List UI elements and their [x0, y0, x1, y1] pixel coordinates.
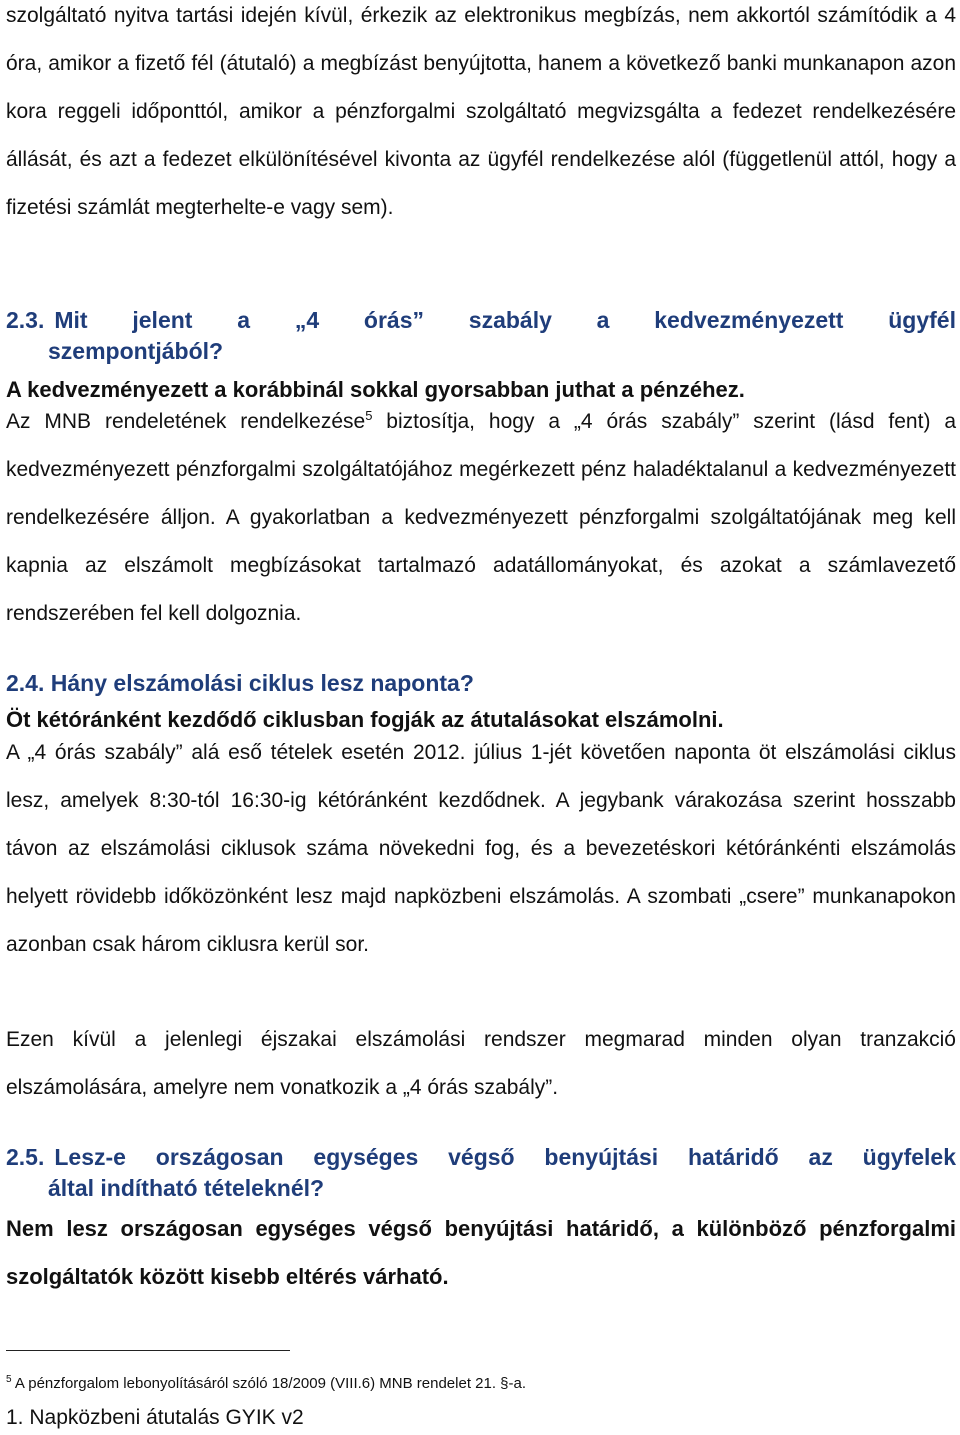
section-2-5-title-line1: Lesz-e országosan egységes végső benyújtási határidő az ügyfelek [54, 1144, 956, 1170]
section-2-5-title-line2: által indítható tételeknél? [48, 1175, 325, 1201]
section-2-5-number: 2.5. [6, 1144, 45, 1170]
section-2-3-answer: A kedvezményezett a korábbinál sokkal gyorsabban juthat a pénzéhez. [6, 377, 745, 402]
footnote-separator [6, 1350, 290, 1351]
section-2-4-title: Hány elszámolási ciklus lesz naponta? [50, 670, 474, 696]
section-2-4-heading [6, 668, 956, 699]
section-2-5-answer: Nem lesz országosan egységes végső benyújtási határidő, a különböző pénzforgalmi szolgáltatók között kisebb eltérés várható. [6, 1216, 956, 1289]
intro-paragraph: szolgáltató nyitva tartási idején kívül, érkezik az elektronikus megbízás, nem akkortól számítódik a 4 óra, amikor a fizető fél (átutaló) a megbízást benyújtotta, hanem a következő banki munkanapon azon kora reggeli időponttól, amikor a pénzforgalmi szolgáltató megvizsgálta a fedezet rendelkezésére állását, és azt a fedezet elkülönítésével kivonta az ügyfél rendelkezése alól (függetlenül attól, hogy a fizetési számlát megterhelte-e vagy sem). [6, 4, 956, 219]
section-2-3-title-line2: szempontjából? [48, 338, 224, 364]
section-2-3-heading [6, 305, 956, 367]
page-footer: 1. Napközbeni átutalás GYIK v2 [6, 1406, 304, 1429]
section-2-3-number: 2.3. [6, 307, 45, 333]
section-2-3-body [6, 398, 956, 638]
section-2-4-body-2: Ezen kívül a jelenlegi éjszakai elszámolási rendszer megmarad minden olyan tranzakció elszámolására, amelyre nem vonatkozik a „4 órás szabály”. [6, 1028, 956, 1099]
section-2-4-body-1: A „4 órás szabály” alá eső tételek esetén 2012. július 1-jét követően naponta öt elszámolási ciklus lesz, amelyek 8:30-tól 16:30-ig kétóránként kezdődnek. A jegybank várakozása szerint hosszabb távon az elszámolási ciklusok száma növekedni fog, és a bevezetéskori kétóránkénti elszámolás helyett rövidebb időközönként lesz majd napközbeni elszámolás. A szombati „csere” munkanapokon azonban csak három ciklusra kerül sor. [6, 741, 956, 956]
section-2-4-number: 2.4. [6, 670, 45, 696]
section-2-5-heading [6, 1142, 956, 1204]
section-2-3-body-start: Az MNB rendeletének rendelkezése [6, 410, 366, 433]
section-2-4-answer: Öt kétóránként kezdődő ciklusban fogják az átutalásokat elszámolni. [6, 707, 724, 732]
section-2-3-body-rest: biztosítja, hogy a „4 órás szabály” szerint (lásd fent) a kedvezményezett pénzforgalmi szolgáltatójához megérkezett pénz haladéktalanul a kedvezményezett rendelkezésére álljon. A gyakorlatban a kedvezményezett pénzforgalmi szolgáltatójának meg kell kapnia az elszámolt megbízásokat tartalmazó adatállományokat, és azokat a számlavezető rendszerében fel kell dolgoznia. [6, 410, 957, 625]
footnote [6, 1374, 956, 1394]
section-2-3-title-line1: Mit jelent a „4 órás” szabály a kedvezményezett ügyfél [54, 307, 956, 333]
footnote-text: A pénzforgalom lebonyolításáról szóló 18/2009 (VIII.6) MNB rendelet 21. §-a. [11, 1375, 527, 1392]
footnote-ref-5[interactable]: 5 [365, 408, 373, 423]
footnote-number: 5 [6, 1374, 12, 1385]
